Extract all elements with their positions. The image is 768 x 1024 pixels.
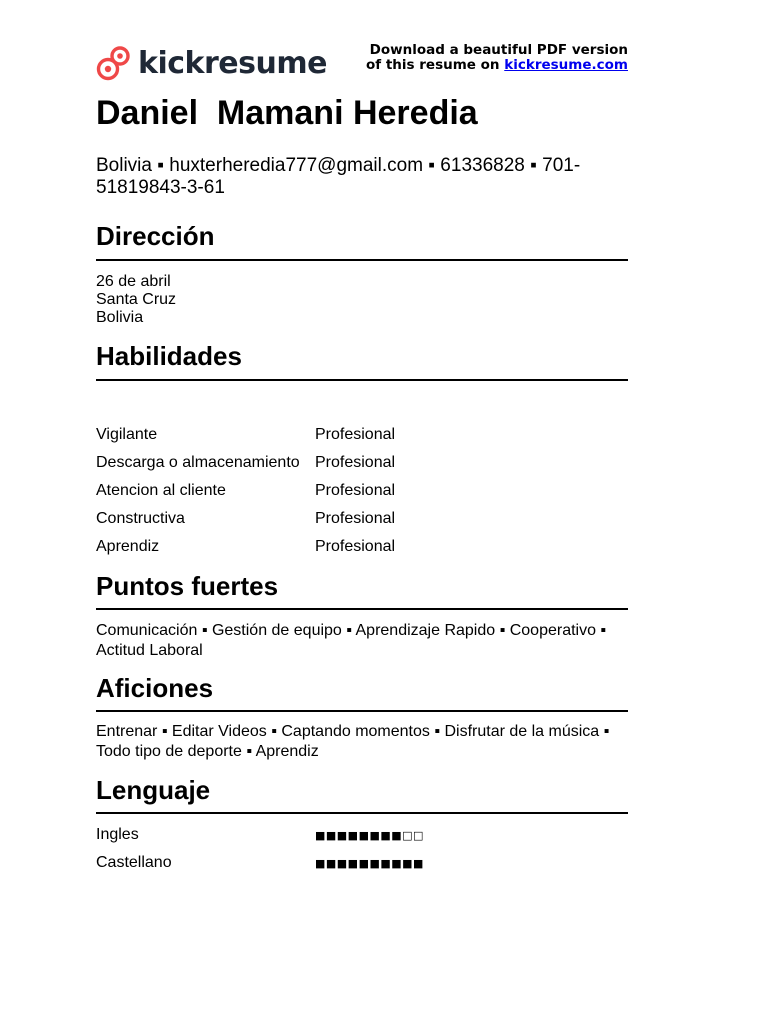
section-title-habilidades: Habilidades (96, 341, 242, 371)
address-line: Santa Cruz (96, 291, 177, 308)
skill-name: Descarga o almacenamiento (96, 454, 300, 471)
kickresume-brand (96, 43, 327, 83)
language-level-dots: ■■■■■■■■□□ (315, 829, 424, 842)
section-divider (96, 608, 628, 610)
section-divider (96, 259, 628, 261)
kickresume-link[interactable]: kickresume.com (504, 57, 628, 73)
section-divider (96, 710, 628, 712)
strengths-text: Comunicación ▪ Gestión de equipo ▪ Aprendizaje Rapido ▪ Cooperativo ▪ Actitud Laboral (96, 622, 607, 659)
skill-row (96, 510, 395, 528)
language-row (96, 854, 424, 873)
skill-name: Atencion al cliente (96, 482, 226, 499)
hobbies-text: Entrenar ▪ Editar Videos ▪ Captando momentos ▪ Disfrutar de la música ▪ Todo tipo de deporte ▪ Aprendiz (96, 723, 610, 760)
section-title-puntos-fuertes: Puntos fuertes (96, 571, 279, 601)
promo-line-1: Download a beautiful PDF version (369, 42, 628, 58)
skill-level: Profesional (315, 454, 396, 471)
section-title-direccion: Dirección (96, 221, 215, 251)
brand-name: kickresume (138, 45, 327, 81)
skill-row (96, 426, 395, 444)
skill-level: Profesional (315, 482, 396, 499)
skill-name: Aprendiz (96, 538, 160, 555)
address-line: Bolivia (96, 309, 144, 326)
section-title-aficiones: Aficiones (96, 673, 214, 703)
section-divider (96, 812, 628, 814)
skill-row (96, 454, 395, 472)
skill-name: Vigilante (96, 426, 158, 443)
kickresume-logo-icon (96, 45, 130, 81)
contact-info: Bolivia ▪ huxterheredia777@gmail.com ▪ 61336828 ▪ 701-51819843-3-61 (96, 155, 581, 198)
language-level-dots: ■■■■■■■■■■ (315, 857, 424, 870)
skill-level: Profesional (315, 510, 396, 527)
download-promo (366, 43, 628, 73)
section-title-lenguaje: Lenguaje (96, 775, 211, 805)
language-name: Castellano (96, 854, 172, 871)
promo-line-2 (366, 58, 628, 73)
skill-row (96, 538, 395, 556)
language-name: Ingles (96, 826, 139, 843)
skill-level: Profesional (315, 426, 396, 443)
skill-level: Profesional (315, 538, 396, 555)
section-divider (96, 379, 628, 381)
promo-line-2-text: of this resume on (366, 57, 505, 73)
skill-row (96, 482, 395, 500)
skill-name: Constructiva (96, 510, 185, 527)
language-row (96, 826, 424, 845)
person-name: Daniel Mamani Heredia (96, 94, 478, 132)
address-line: 26 de abril (96, 273, 171, 290)
